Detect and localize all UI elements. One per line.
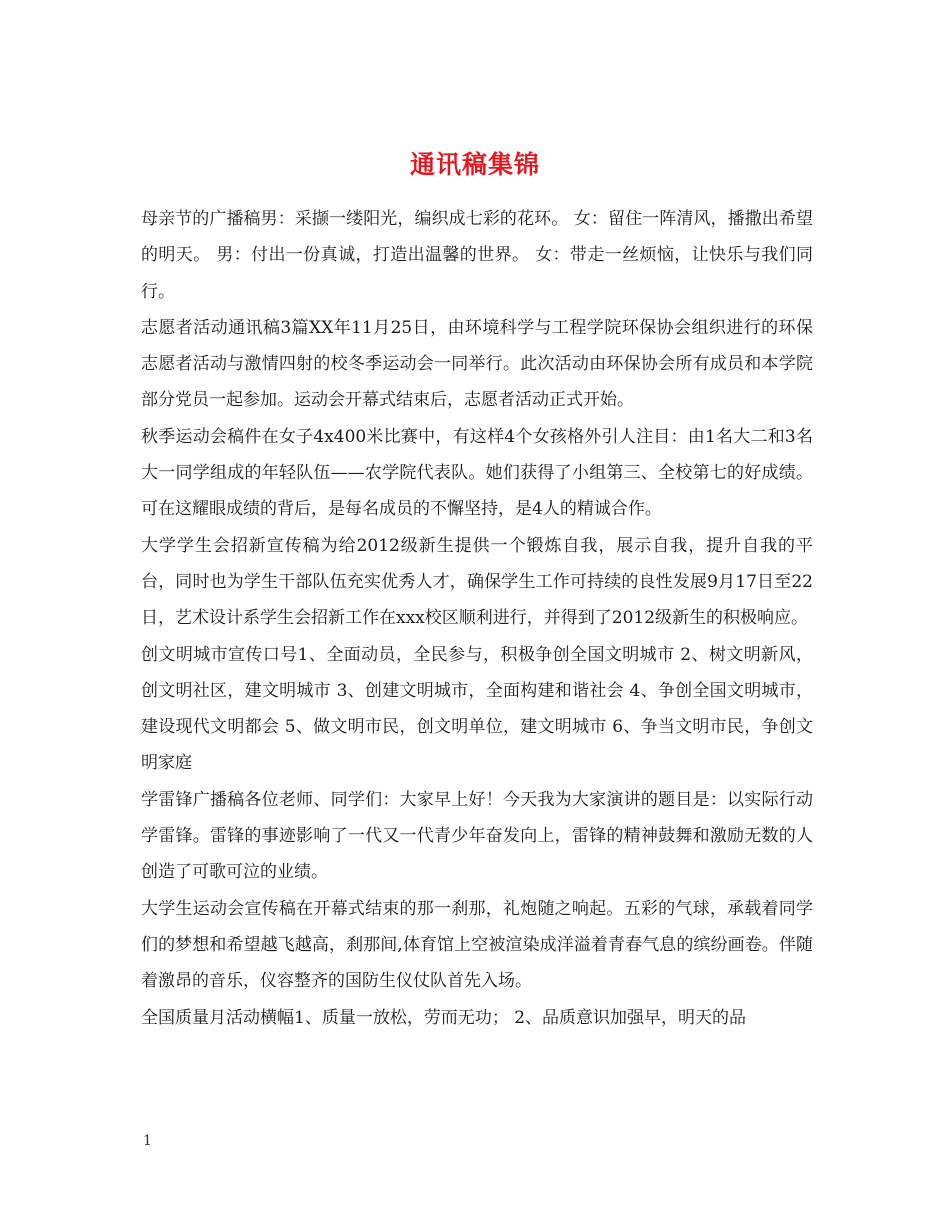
paragraph-autumn-sports: 秋季运动会稿件在女子4x400米比赛中，有这样4个女孩格外引人注目：由1名大二和3名大一同学组成的年轻队伍——农学院代表队。她们获得了小组第三、全校第七的好成绩。可在这耀眼成绩的背后，是每名成员的不懈坚持，是4人的精诚合作。 xyxy=(141,426,813,520)
paragraph-quality-month: 全国质量月活动横幅1、质量一放松，劳而无功； 2、品质意识加强早，明天的品 xyxy=(141,1007,747,1028)
page-title: 通讯稿集锦 xyxy=(409,149,540,179)
paragraph-civilized-city: 创文明城市宣传口号1、全面动员，全民参与，积极争创全国文明城市 2、树文明新风，创文明社区，建文明城市 3、创建文明城市，全面构建和谐社会 4、争创全国文明城市，建设现代文明都会 5、做文明市民，创文明单位，建文明城市 6、争当文明市民，争创文明家庭 xyxy=(141,644,813,774)
paragraph-lei-feng: 学雷锋广播稿各位老师、同学们：大家早上好！今天我为大家演讲的题目是：以实际行动学雷锋。雷锋的事迹影响了一代又一代青少年奋发向上，雷锋的精神鼓舞和激励无数的人创造了可歌可泣的业绩。 xyxy=(141,789,813,883)
paragraph-sports-meet: 大学生运动会宣传稿在开幕式结束的那一刹那，礼炮随之响起。五彩的气球，承载着同学们的梦想和希望越飞越高，刹那间,体育馆上空被渲染成洋溢着青春气息的缤纷画卷。伴随着激昂的音乐，仪容整齐的国防生仪仗队首先入场。 xyxy=(141,898,813,992)
paragraph-mothers-day: 母亲节的广播稿男：采撷一缕阳光，编织成七彩的花环。 女：留住一阵清风，播撒出希望的明天。 男：付出一份真诚，打造出温馨的世界。 女：带走一丝烦恼，让快乐与我们同行。 xyxy=(141,209,813,302)
document-body xyxy=(141,201,813,1036)
page-number: 1 xyxy=(143,1133,152,1149)
paragraph-volunteer: 志愿者活动通讯稿3篇XX年11月25日，由环境科学与工程学院环保协会组织进行的环保志愿者活动与激情四射的校冬季运动会一同举行。此次活动由环保协会所有成员和本学院部分党员一起参加。运动会开幕式结束后，志愿者活动正式开始。 xyxy=(141,317,813,411)
paragraph-student-union: 大学学生会招新宣传稿为给2012级新生提供一个锻炼自我，展示自我，提升自我的平台，同时也为学生干部队伍充实优秀人才，确保学生工作可持续的良性发展9月17日至22日，艺术设计系学生会招新工作在xxx校区顺利进行，并得到了2012级新生的积极响应。 xyxy=(141,535,813,629)
